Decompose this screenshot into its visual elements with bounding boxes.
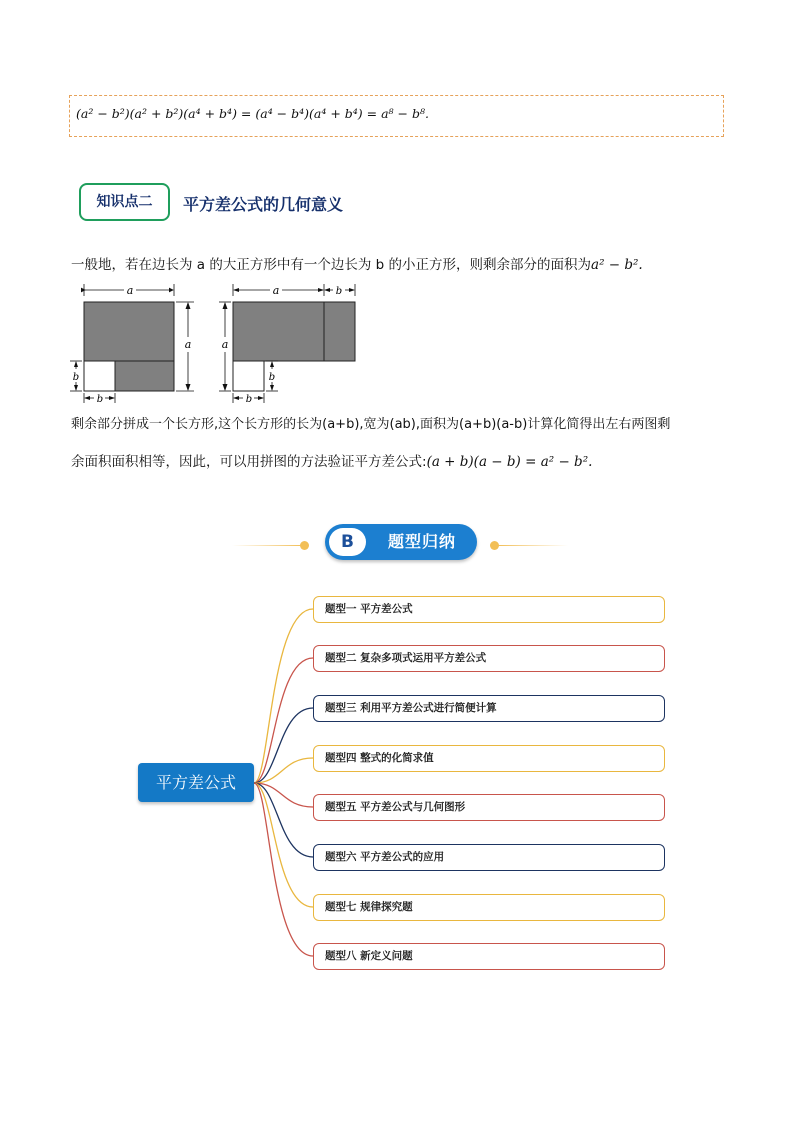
left-side-label-b: b	[72, 372, 80, 383]
right-top-label-a: a	[272, 284, 280, 297]
section-letter: B	[329, 528, 366, 556]
knowledge-point-title: 平方差公式的几何意义	[183, 195, 344, 214]
mindmap-node-5[interactable]: 题型五 平方差公式与几何图形	[313, 794, 665, 821]
right-left-label-a: a	[221, 338, 229, 351]
paragraph-intro-math: a² − b².	[591, 257, 643, 273]
right-top-label-b: b	[335, 286, 343, 297]
mindmap-node-8[interactable]: 题型八 新定义问题	[313, 943, 665, 970]
section-title: 题型归纳	[387, 532, 456, 551]
mindmap-root: 平方差公式	[138, 763, 254, 802]
paragraph-explain-line2-text: 余面积面积相等，因此，可以用拼图的方法验证平方差公式:	[71, 454, 427, 470]
mindmap-node-2[interactable]: 题型二 复杂多项式运用平方差公式	[313, 645, 665, 672]
knowledge-point-badge: 知识点二	[79, 183, 170, 221]
left-top-label-a: a	[126, 284, 134, 297]
right-bottom-label-b: b	[245, 394, 253, 405]
right-side-label-b: b	[268, 372, 276, 383]
left-right-label-a: a	[184, 338, 192, 351]
mindmap-node-6[interactable]: 题型六 平方差公式的应用	[313, 844, 665, 871]
paragraph-explain-line1: 剩余部分拼成一个长方形,这个长方形的长为(a+b),宽为(ab),面积为(a+b)(a-b)计算化简得出左右两图剩	[71, 417, 671, 432]
paragraph-explain-line2-math: (a + b)(a − b) = a² − b².	[426, 454, 593, 470]
mindmap-node-7[interactable]: 题型七 规律探究题	[313, 894, 665, 921]
mindmap-node-3[interactable]: 题型三 利用平方差公式进行简便计算	[313, 695, 665, 722]
mindmap-node-4[interactable]: 题型四 整式的化简求值	[313, 745, 665, 772]
paragraph-intro-text: 一般地，若在边长为 a 的大正方形中有一个边长为 b 的小正方形，则剩余部分的面积为	[71, 257, 592, 273]
formula-text: (a² − b²)(a² + b²)(a⁴ + b⁴) = (a⁴ − b⁴)(a⁴ + b⁴) = a⁸ − b⁸.	[76, 106, 429, 121]
left-bottom-label-b: b	[96, 394, 104, 405]
mindmap-node-1[interactable]: 题型一 平方差公式	[313, 596, 665, 623]
